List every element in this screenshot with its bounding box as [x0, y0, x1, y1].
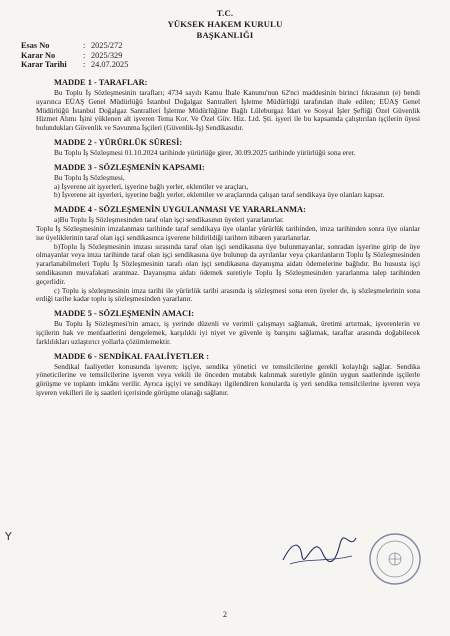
article-text: Sendikal faaliyetler konusunda işveren; işçiye, sendika yönetici ve temsilcilerine gerekli kolaylığı sağlar. Sendika yöneticilerine ve temsilcilerine işveren veya vekili ile önceden mutabık kalınmak suretiyle günün uygun saatlerinde işçilerle görüşme ve toplantı imkânı verilir. Ayrıca işçiyi ve sendikayı ilgilendiren konularda iş yeri sendika temsilcilerine işveren veya işveren vekilleri ile iş saatleri içerisinde görüşme olanağı sağlanır. [36, 361, 420, 397]
header-institution: YÜKSEK HAKEM KURULU [167, 19, 283, 29]
article-3 [36, 163, 420, 200]
article-2 [36, 138, 420, 158]
article-title: MADDE 2 - YÜRÜRLÜK SÜRESİ: [54, 137, 183, 147]
meta-separator: : [83, 60, 86, 70]
meta-key: Esas No [21, 41, 50, 50]
article-text: Bu Toplu İş Sözleşmesi'nin amacı, iş yerinde düzenli ve verimli çalışmayı sağlamak, üretimi artırmak, işverenlerin ve işçilerin hak ve menfaatlerini dengelemek, karşılıklı iyi niyet ve güvenle iş barışını sağlamak, taraflar arasında doğabilecek farklılıkları uzlaştırıcı yollarla çözümlemektir. [36, 319, 420, 346]
article-title: MADDE 6 - SENDİKAL FAALİYETLER : [54, 351, 210, 361]
meta-value: 24.07.2025 [91, 60, 129, 70]
article-item-b: b)Toplu İş Sözleşmesinin imzası sırasında taraf olan işçi sendikasına üye bulunmayanlar, sonradan işyerine girip de üye olmayanlar veya imza tarihinde taraf olan işçi sendikasına üye bulunup da ayrılanlar veya çıkarılanların Toplu İş Sözleşmesinden yararlanabilmeleri Toplu İş Sözleşmesinin tarafı olan işçi sendikasına dayanışma aidatı ödemelerine bağlıdır. Bu hususta işçi sendikasının muvafakati aranmaz. Dayanışma aidatı ödemek suretiyle Toplu İş Sözleşmesinden yararlanma talep tarihinden geçerlidir. [36, 241, 420, 286]
article-text: Bu Toplu İş Sözleşmesi 01.10.2024 tarihinde yürürlüğe girer, 30.09.2025 tarihinde yürürlüğü sona erer. [54, 147, 356, 157]
meta-separator: : [83, 41, 86, 50]
article-4 [36, 205, 420, 304]
article-5 [36, 309, 420, 346]
article-item-a: a)Bu Toplu İş Sözleşmesinden taraf olan işçi sendikasının üyeleri yararlanırlar. Toplu İş Sözleşmesinin imzalanması tarihinde taraf sendikaya üye olanlar yürürlük tarihinden, imza tarihinden sonra üye olanlar ise üyeliklerinin taraf olan işçi sendikasınca işverene bildirildiği tarihten itibaren yararlanırlar. [36, 215, 420, 242]
article-item-c: c) Toplu iş sözleşmesinin imza tarihi ile yürürlük tarihi arasında iş sözleşmesi sona eren üyeler de, iş sözleşmelerinin sona erdiği tarihe kadar toplu iş sözleşmesinden yararlanır. [36, 285, 420, 304]
article-item-b: b) İşverene ait işyerleri, işyerine bağlı yerler, eklentiler ve araçlarında çalışan taraf sendikaya üye olanları kapsar. [54, 190, 385, 200]
official-stamp-icon [367, 531, 423, 587]
case-metadata [21, 41, 128, 70]
meta-key: Karar Tarihi [21, 60, 67, 70]
meta-row-esas [21, 41, 128, 51]
margin-mark: Y [5, 530, 12, 543]
header-department: BAŞKANLIĞI [196, 30, 254, 40]
meta-key: Karar No [21, 50, 56, 60]
article-item-a: a) İşverene ait işyerleri, işyerine bağlı yerler, eklentiler ve araçları, [54, 181, 249, 191]
article-title: MADDE 5 - SÖZLEŞMENİN AMACI: [54, 309, 195, 319]
signature-icon [278, 530, 358, 570]
article-6 [36, 352, 420, 398]
meta-separator: : [83, 50, 86, 60]
article-1 [36, 78, 420, 133]
meta-row-karar [21, 51, 128, 61]
meta-value: 2025/329 [91, 50, 123, 60]
meta-value: 2025/272 [91, 41, 123, 50]
page-number: 2 [223, 610, 227, 619]
document-body [36, 78, 420, 403]
article-text: Bu Toplu İş Sözleşmesinin tarafları; 4734 sayılı Kamu İhale Kanunu'nun 62'nci maddesinin birinci fıkrasının (e) bendi uyarınca EÜAŞ Genel Müdürlüğü İstanbul Doğalgaz Santralleri İşletme Müdürlüğü tarafından ihale edilen; EÜAŞ Genel Müdürlüğü İstanbul Doğalgaz Santralleri İşletme Müdürlüğüne Bağlı Lüleburgaz İdari ve Sosyal İşler Şefliği Özel Güvenlik Hizmet Alımı İşini yüklenen alt işveren Tema Kor. Ve Özel Güv. Hiz. Ltd. Şti. işyeri ile bu kapsamda çalıştırılan işçilerin üyesi bulundukları Güvenlik ve Savunma İşçileri (Güvenlik-İş) Sendikasıdır. [36, 88, 420, 133]
article-title: MADDE 4 - SÖZLEŞMENİN UYGULANMASI VE YARARLANMA: [54, 205, 306, 215]
article-title: MADDE 3 - SÖZLEŞMENİN KAPSAMI: [54, 162, 205, 172]
meta-row-karar-tarihi [21, 60, 128, 70]
article-title: MADDE 1 - TARAFLAR: [54, 78, 148, 87]
article-intro: Bu Toplu İş Sözleşmesi, [54, 172, 125, 182]
document-header [0, 8, 450, 41]
header-tc: T.C. [216, 8, 234, 18]
